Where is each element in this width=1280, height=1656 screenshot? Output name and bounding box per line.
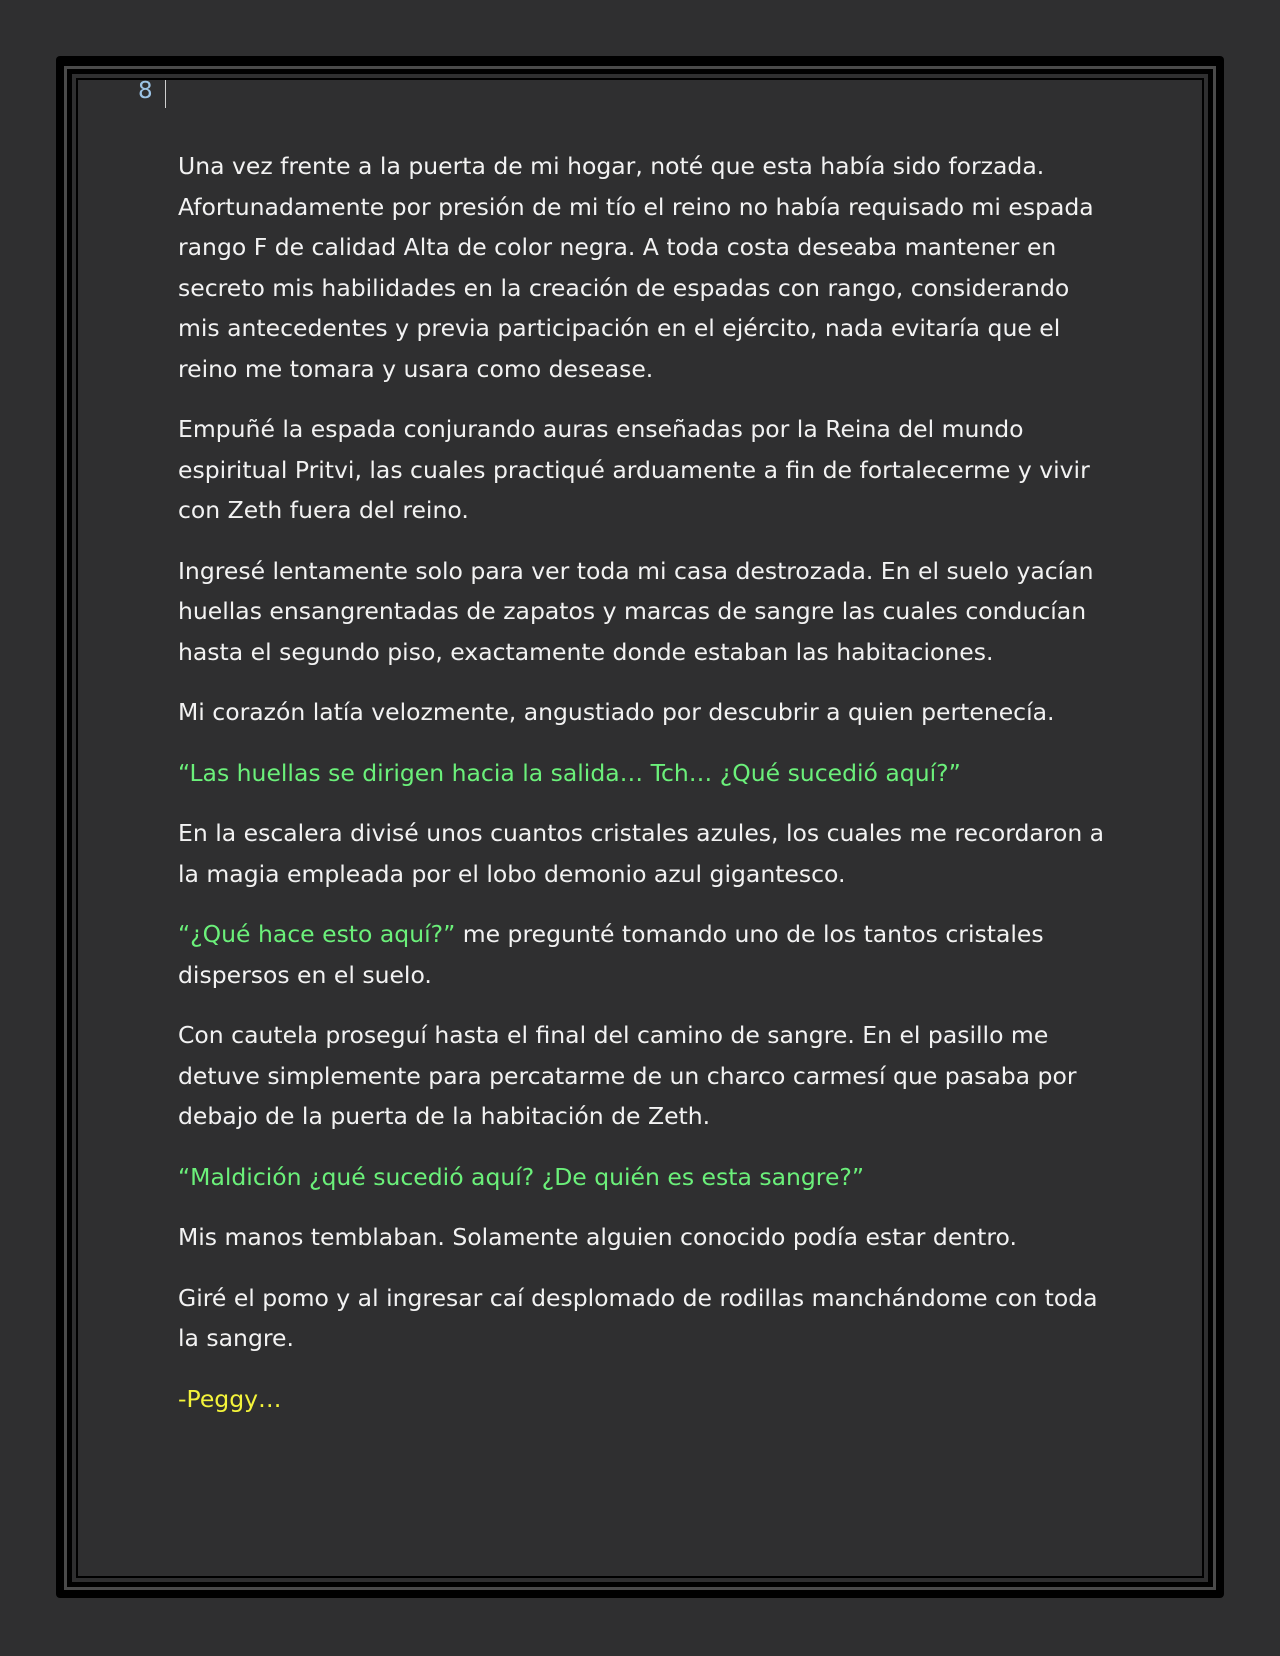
paragraph xyxy=(178,1157,1108,1198)
narrative-text: Mi corazón latía velozmente, angustiado por descubrir a quien pertenecía. xyxy=(178,698,1055,726)
narrative-text: Ingresé lentamente solo para ver toda mi casa destrozada. En el suelo yacían huellas ensangrentadas de zapatos y marcas de sangre las cuales conducían hasta el segundo piso, exactamente donde estaban las habitaciones. xyxy=(178,556,1094,666)
paragraph xyxy=(178,1278,1108,1359)
dialogue-text: “Las huellas se dirigen hacia la salida… Tch… ¿Qué sucedió aquí?” xyxy=(178,758,961,787)
paragraph xyxy=(178,914,1108,995)
narrative-text: Empuñé la espada conjurando auras enseñadas por la Reina del mundo espiritual Pritvi, las cuales practiqué arduamente a fin de fortalecerme y vivir con Zeth fuera del reino. xyxy=(178,415,1090,524)
paragraph xyxy=(178,692,1108,733)
paragraph xyxy=(178,1015,1108,1137)
dialogue-text: “¿Qué hace esto aquí?” xyxy=(178,920,456,948)
header-divider xyxy=(165,80,166,108)
narrative-text: En la escalera divisé unos cuantos cristales azules, los cuales me recordaron a la magia empleada por el lobo demonio azul gigantesco. xyxy=(178,819,1105,888)
paragraph xyxy=(178,409,1108,531)
paragraph xyxy=(178,146,1108,389)
page-number: 8 xyxy=(138,78,153,104)
paragraph xyxy=(178,1379,1108,1420)
exclamation-text: -Peggy… xyxy=(178,1384,282,1413)
paragraph xyxy=(178,551,1108,673)
dialogue-text: “Maldición ¿qué sucedió aquí? ¿De quién es esta sangre?” xyxy=(178,1162,865,1191)
paragraph xyxy=(178,1217,1108,1258)
narrative-text: Una vez frente a la puerta de mi hogar, noté que esta había sido forzada. Afortunadamente por presión de mi tío el reino no había requisado mi espada rango F de calidad Alta de color negra. A toda costa deseaba mantener en secreto mis habilidades en la creación de espadas con rango, considerando mis antecedentes y previa participación en el ejército, nada evitaría que el reino me tomara y usara como desease. xyxy=(178,152,1094,383)
paragraph xyxy=(178,753,1108,794)
document-body xyxy=(178,146,1108,1439)
narrative-text: Con cautela proseguí hasta el final del camino de sangre. En el pasillo me detuve simplemente para percatarme de un charco carmesí que pasaba por debajo de la puerta de la habitación de Zeth. xyxy=(178,1021,1077,1130)
narrative-text: me pregunté tomando uno de los tantos cristales dispersos en el suelo. xyxy=(178,920,1044,989)
paragraph xyxy=(178,813,1108,894)
narrative-text: Mis manos temblaban. Solamente alguien conocido podía estar dentro. xyxy=(178,1223,1017,1251)
narrative-text: Giré el pomo y al ingresar caí desplomado de rodillas manchándome con toda la sangre. xyxy=(178,1283,1098,1352)
